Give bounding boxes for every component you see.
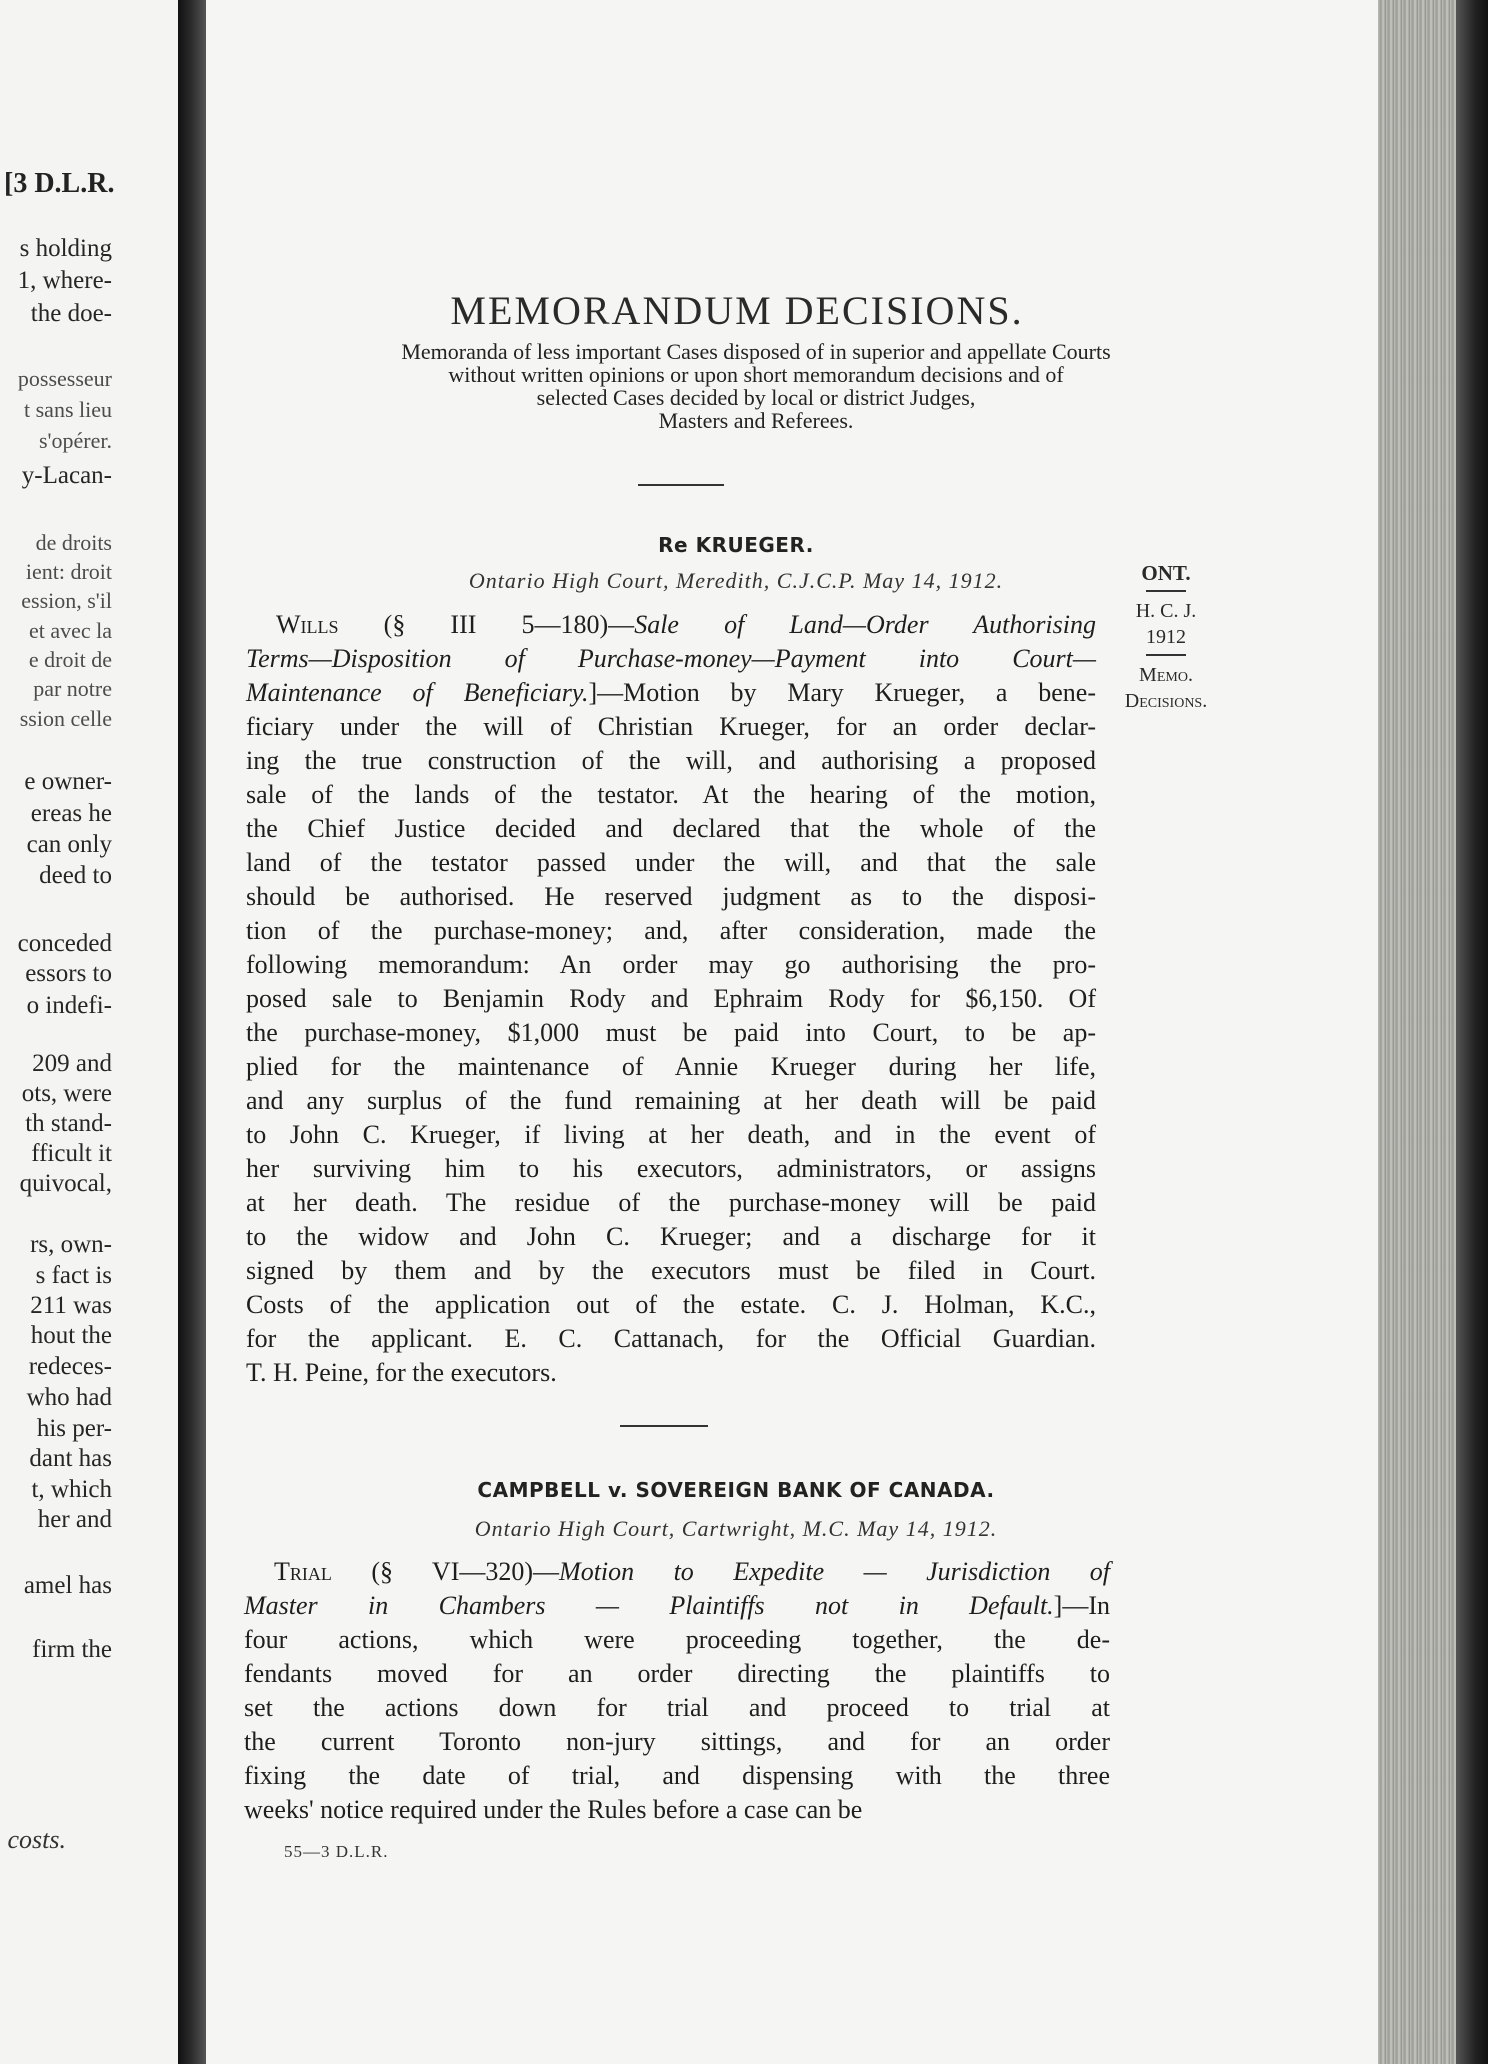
left-page-line: deed to xyxy=(39,862,112,889)
signature-mark: 55—3 D.L.R. xyxy=(284,1842,389,1861)
body-line: set the actions down for trial and proceed to trial at xyxy=(244,1693,1110,1722)
left-page-line: s holding xyxy=(19,235,112,262)
subtitle-line: Memoranda of less important Cases disposed of in superior and appellate Courts xyxy=(401,339,1111,364)
body-line: signed by them and by the executors must be filed in Court. xyxy=(246,1256,1096,1285)
main-page xyxy=(206,0,1378,2064)
left-page-line: hout the xyxy=(30,1322,112,1349)
left-page-line: s fact is xyxy=(35,1262,112,1289)
sidenote-label: Memo. xyxy=(1139,664,1193,686)
left-page-line: dant has xyxy=(29,1445,112,1472)
case-title-campbell: CAMPBELL v. SOVEREIGN BANK OF CANADA. xyxy=(477,1478,995,1502)
body-line: posed sale to Benjamin Rody and Ephraim Rody for $6,150. Of xyxy=(246,984,1096,1013)
headnote-keyword: Trial xyxy=(274,1557,332,1586)
left-page-footer: costs. xyxy=(7,1825,66,1854)
body-line: her surviving him to his executors, administrators, or assigns xyxy=(246,1154,1096,1183)
left-page-line: s'opérer. xyxy=(39,428,112,453)
body-line: for the applicant. E. C. Cattanach, for the Official Guardian. xyxy=(246,1324,1096,1353)
body-line: land of the testator passed under the will, and that the sale xyxy=(246,848,1096,877)
left-page-line: t, which xyxy=(31,1476,112,1503)
left-page-line: y-Lacan- xyxy=(21,462,112,489)
left-facing-page xyxy=(0,0,178,2064)
section-divider xyxy=(620,1425,708,1427)
subtitle-line: selected Cases decided by local or district Judges, xyxy=(536,385,976,410)
body-line: to the widow and John C. Krueger; and a discharge for it xyxy=(246,1222,1096,1251)
left-page-line: th stand- xyxy=(25,1110,112,1137)
left-page-line: quivocal, xyxy=(19,1170,112,1197)
case-body-campbell xyxy=(244,1555,1110,1827)
headnote-italic: Sale of Land—Order Authorising xyxy=(634,610,1096,639)
left-page-line: e droit de xyxy=(28,647,112,672)
body-line: fendants moved for an order directing the plaintiffs to xyxy=(244,1659,1110,1688)
left-page-line: 1, where- xyxy=(17,267,112,294)
left-page-line: rs, own- xyxy=(30,1231,112,1258)
body-line: weeks' notice required under the Rules before a case can be xyxy=(244,1795,863,1824)
left-page-line: firm the xyxy=(32,1636,112,1663)
case-court-line: Ontario High Court, Cartwright, M.C. May 14, 1912. xyxy=(474,1516,998,1541)
body-text-run: ]—In xyxy=(1053,1591,1110,1620)
left-page-line: redeces- xyxy=(28,1353,112,1380)
left-page-line: de droits xyxy=(35,530,112,555)
body-line: ing the true construction of the will, and authorising a proposed xyxy=(246,746,1096,775)
body-line: to John C. Krueger, if living at her death, and in the event of xyxy=(246,1120,1096,1149)
left-page-line: conceded xyxy=(17,930,112,957)
body-line: sale of the lands of the testator. At the hearing of the motion, xyxy=(246,780,1096,809)
left-page-line: et avec la xyxy=(28,618,112,643)
left-page-line: ssion celle xyxy=(19,706,112,731)
page-stack-edge xyxy=(1378,0,1488,2064)
headnote-italic: Maintenance of Beneficiary. xyxy=(246,678,589,707)
left-page-line: ession, s'il xyxy=(21,588,112,613)
body-line: following memorandum: An order may go authorising the pro- xyxy=(246,950,1096,979)
body-line: at her death. The residue of the purchase-money will be paid xyxy=(246,1188,1096,1217)
left-page-line: ient: droit xyxy=(25,559,112,584)
sidenote-year: 1912 xyxy=(1146,626,1186,648)
headnote-italic: Motion to Expedite — Jurisdiction of xyxy=(559,1557,1110,1586)
body-line: Costs of the application out of the estate. C. J. Holman, K.C., xyxy=(246,1290,1096,1319)
book-gutter xyxy=(178,0,206,2064)
left-page-line: amel has xyxy=(23,1572,112,1599)
case-body-lines xyxy=(244,1623,1110,1827)
subtitle-line: Masters and Referees. xyxy=(658,408,854,433)
margin-sidenote xyxy=(1086,560,1246,714)
body-line: tion of the purchase-money; and, after consideration, made the xyxy=(246,916,1096,945)
left-page-line: who had xyxy=(26,1384,112,1411)
left-page-line: ots, were xyxy=(21,1080,112,1107)
body-line xyxy=(244,1555,1110,1589)
body-line: should be authorised. He reserved judgment as to the disposi- xyxy=(246,882,1096,911)
subtitle-line: without written opinions or upon short memorandum decisions and of xyxy=(448,362,1064,387)
headnote-italic: Terms—Disposition of Purchase-money—Payment into Court— xyxy=(246,644,1096,673)
body-line: and any surplus of the fund remaining at her death will be paid xyxy=(246,1086,1096,1115)
sidenote-rule xyxy=(1146,654,1186,656)
left-page-line: o indefi- xyxy=(26,992,112,1019)
case-title-krueger: Re KRUEGER. xyxy=(658,533,814,557)
body-line xyxy=(246,608,1096,642)
page-title: MEMORANDUM DECISIONS. xyxy=(450,288,1024,333)
left-page-line: par notre xyxy=(33,676,112,701)
body-line xyxy=(246,676,1096,710)
left-page-line: his per- xyxy=(36,1415,112,1442)
left-page-line: the doe- xyxy=(30,300,112,327)
body-text-run: ]—Motion by Mary Krueger, a bene- xyxy=(588,678,1096,707)
case-body-lines xyxy=(246,710,1096,1390)
left-page-line: ereas he xyxy=(30,800,112,827)
left-page-line: 209 and xyxy=(32,1050,112,1077)
case-body-krueger xyxy=(246,608,1096,1390)
left-page-header: [3 D.L.R. xyxy=(4,168,115,199)
sidenote-court: H. C. J. xyxy=(1135,600,1197,622)
body-line: the purchase-money, $1,000 must be paid into Court, to be ap- xyxy=(246,1018,1096,1047)
body-line: plied for the maintenance of Annie Krueger during her life, xyxy=(246,1052,1096,1081)
sidenote-label: Decisions. xyxy=(1124,690,1208,712)
headnote-keyword: Wills xyxy=(276,610,339,639)
left-page-line: t sans lieu xyxy=(24,397,112,422)
sidenote-jurisdiction: ONT. xyxy=(1141,561,1191,585)
left-page-line: 211 was xyxy=(30,1292,112,1319)
left-page-line: can only xyxy=(26,831,112,858)
headnote-ref: (§ VI—320)— xyxy=(331,1557,560,1586)
left-page-line: her and xyxy=(37,1506,112,1533)
body-line: fixing the date of trial, and dispensing with the three xyxy=(244,1761,1110,1790)
body-line: T. H. Peine, for the executors. xyxy=(246,1358,557,1387)
headnote-italic: Master in Chambers — Plaintiffs not in Default. xyxy=(244,1591,1054,1620)
body-line: ficiary under the will of Christian Krueger, for an order declar- xyxy=(246,712,1096,741)
left-page-line: fficult it xyxy=(31,1140,112,1167)
body-line xyxy=(244,1589,1110,1623)
headnote-ref: (§ III 5—180)— xyxy=(338,610,635,639)
left-page-line: possesseur xyxy=(17,366,112,391)
section-divider xyxy=(638,484,724,486)
sidenote-rule xyxy=(1146,590,1186,592)
body-line xyxy=(246,642,1096,676)
body-line: the current Toronto non-jury sittings, and for an order xyxy=(244,1727,1110,1756)
case-court-line: Ontario High Court, Meredith, C.J.C.P. May 14, 1912. xyxy=(468,568,1004,593)
body-line: the Chief Justice decided and declared that the whole of the xyxy=(246,814,1096,843)
body-line: four actions, which were proceeding together, the de- xyxy=(244,1625,1110,1654)
left-page-line: essors to xyxy=(25,960,112,987)
left-page-line: e owner- xyxy=(24,768,112,795)
page-subtitle xyxy=(266,340,1246,432)
